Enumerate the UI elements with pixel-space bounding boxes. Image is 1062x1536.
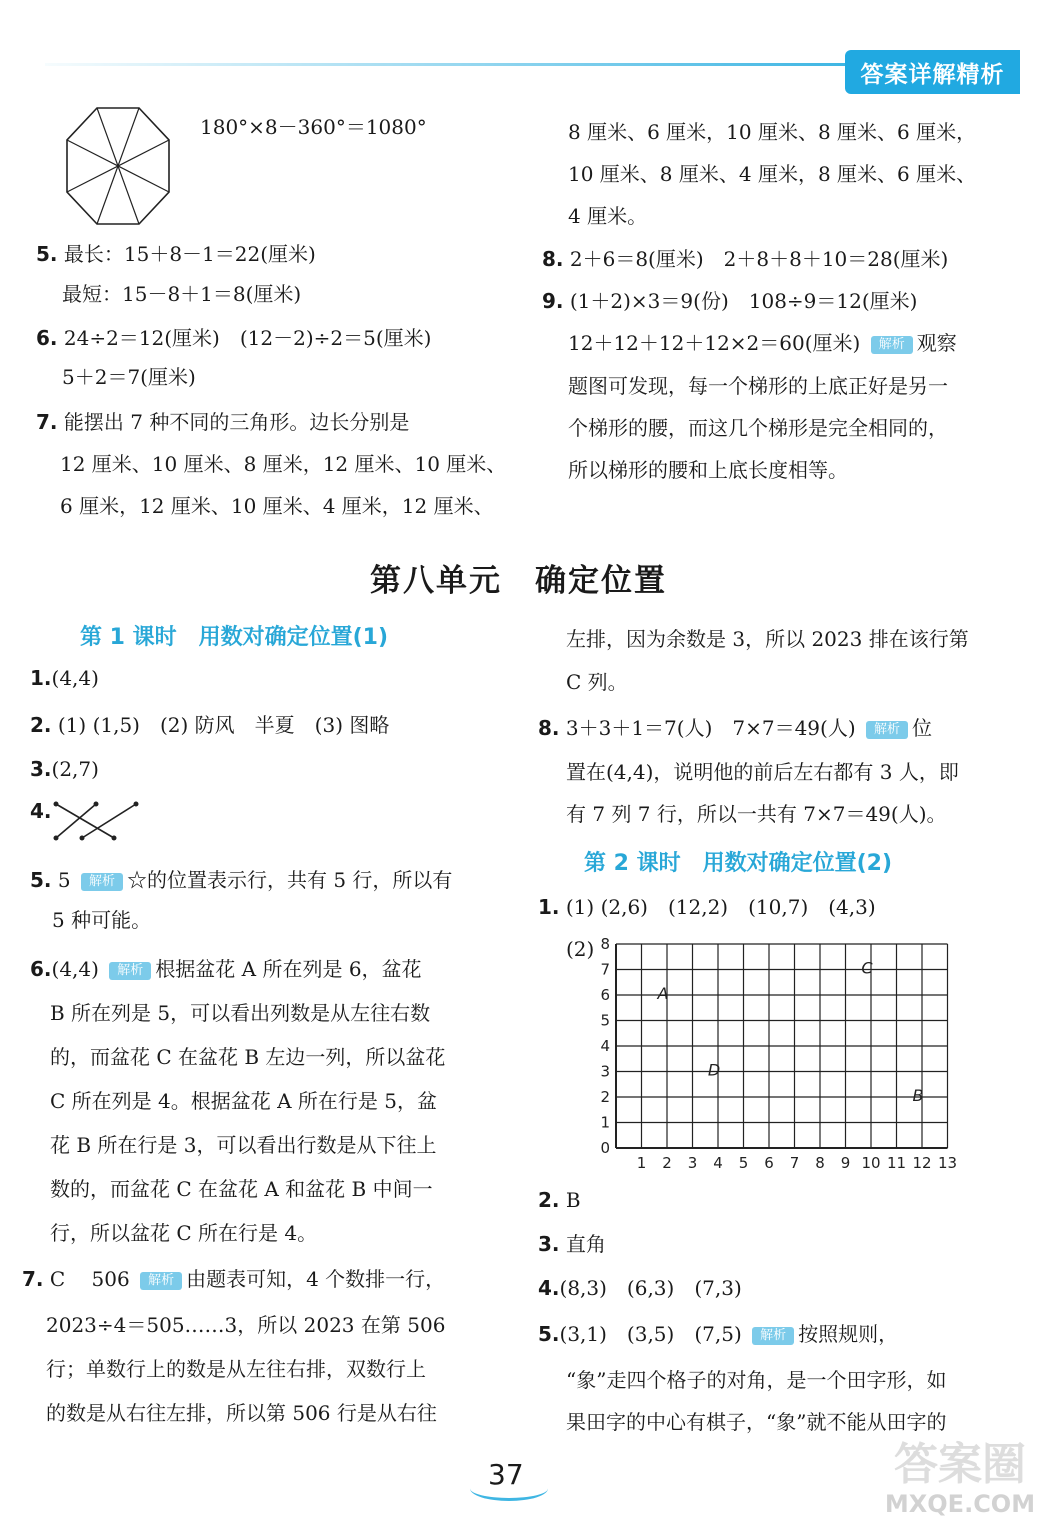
tr-line1: 8 厘米、6 厘米，10 厘米、8 厘米、6 厘米， (568, 120, 977, 144)
l1-q7-answer: C 506 (49, 1267, 130, 1291)
l2-q2-text: B (565, 1188, 581, 1212)
q9-text-1: (1＋2)×3＝9(份) 108÷9＝12(厘米) (569, 289, 918, 313)
l2-q3-text: 直角 (565, 1232, 606, 1256)
page-number: 37 (488, 1458, 524, 1491)
q7-text-2: 12 厘米、10 厘米、8 厘米，12 厘米、10 厘米、 (60, 452, 507, 476)
q6-text-1: 24÷2＝12(厘米) (12－2)÷2＝5(厘米) (63, 326, 432, 350)
l2-q3-line (538, 1230, 606, 1258)
l1-q2-number: 2. (30, 713, 52, 737)
header-tab: 答案详解精析 (845, 50, 1020, 94)
l2-q5-tail: 按照规则， (798, 1322, 899, 1346)
l1-q3-line (30, 755, 99, 783)
l1-q6-number: 6. (30, 957, 52, 981)
jiexi-tag: 解析 (871, 336, 913, 354)
x-tick-label: 2 (662, 1154, 672, 1172)
jiexi-tag: 解析 (140, 1272, 182, 1290)
l1-q7-text-5: 左排，因为余数是 3，所以 2023 排在该行第 (566, 627, 969, 651)
q9-number: 9. (542, 289, 564, 313)
l1-q6-text-4: C 所在列是 4。根据盆花 A 所在行是 5，盆 (50, 1089, 437, 1113)
grid-point-label: C (861, 958, 873, 978)
watermark-line1: 答案圈 (894, 1439, 1026, 1490)
l1-q4-number: 4. (30, 799, 52, 823)
l2-q1-number: 1. (538, 895, 560, 919)
q5-text-1: 最长：15＋8－1＝22(厘米) (63, 242, 316, 266)
grid-point-label: D (707, 1060, 721, 1080)
octagon-figure (62, 104, 174, 228)
l1-q6-line (30, 955, 422, 983)
l1-q5-text: ☆的位置表示行，共有 5 行，所以有 (126, 868, 453, 892)
l1-q7-text-4: 的数是从右往左排，所以第 506 行是从右往 (46, 1401, 437, 1425)
coordinate-grid (596, 934, 962, 1174)
l2-q5-answer: (3,1) (3,5) (7,5) (559, 1322, 742, 1346)
l1-q6-answer: (4,4) (51, 957, 99, 981)
l1-q1-line (30, 664, 99, 692)
l1-q7-text-3: 行；单数行上的数是从左往右排，双数行上 (46, 1357, 426, 1381)
y-tick-label: 7 (600, 960, 610, 979)
watermark-logo (880, 1440, 1040, 1526)
q5-text-2: 最短：15－8＋1＝8(厘米) (62, 282, 302, 306)
matching-lines-figure (52, 800, 142, 842)
x-tick-label: 4 (713, 1154, 723, 1172)
tr-line3: 4 厘米。 (568, 204, 648, 228)
q8-top-text: 2＋6＝8(厘米) 2＋8＋8＋10＝28(厘米) (569, 247, 949, 271)
l1-q3-text: (2,7) (51, 757, 99, 781)
q9-text-5: 所以梯形的腰和上底长度相等。 (568, 458, 848, 482)
l1-q8-line (538, 714, 932, 742)
l1-q7-text-1: 由题表可知，4 个数排一行， (186, 1267, 446, 1291)
l2-q5-text-3: 果田字的中心有棋子，“象”就不能从田字的 (566, 1410, 947, 1434)
l2-q4-text: (8,3) (6,3) (7,3) (559, 1276, 742, 1300)
l1-q5-line (30, 866, 452, 894)
q9-line1 (542, 287, 917, 315)
l1-q4-line (30, 797, 52, 825)
x-tick-label: 1 (636, 1154, 647, 1172)
x-tick-label: 11 (886, 1154, 907, 1172)
l2-q3-number: 3. (538, 1232, 560, 1256)
x-tick-label: 12 (912, 1154, 932, 1172)
l2-q5-number: 5. (538, 1322, 560, 1346)
q9-line2 (568, 329, 957, 357)
x-tick-label: 3 (687, 1154, 698, 1172)
l1-q8-text-2: 置在(4,4)，说明他的前后左右都有 3 人，即 (566, 760, 959, 784)
l1-q6-text-1: 根据盆花 A 所在列是 6，盆花 (155, 957, 422, 981)
lesson1-title: 第 1 课时 用数对确定位置(1) (80, 625, 389, 650)
l2-q4-line (538, 1274, 742, 1302)
y-tick-label: 4 (600, 1037, 610, 1055)
q8-top-number: 8. (542, 247, 564, 271)
page-number-swoosh (470, 1476, 548, 1501)
q7-number: 7. (36, 410, 58, 434)
l1-q6-text-5: 花 B 所在行是 3，可以看出行数是从下往上 (50, 1133, 437, 1157)
y-tick-label: 1 (600, 1113, 610, 1132)
l1-q2-line (30, 711, 389, 739)
q6-text-2: 5＋2＝7(厘米) (62, 365, 196, 389)
l1-q1-text: (4,4) (51, 666, 99, 690)
l1-q7-text-2: 2023÷4＝505……3，所以 2023 在第 506 (46, 1313, 446, 1337)
q7-text-3: 6 厘米，12 厘米、10 厘米、4 厘米，12 厘米、 (60, 494, 494, 518)
y-tick-label: 3 (600, 1062, 610, 1081)
jiexi-tag: 解析 (866, 721, 908, 739)
l1-q6-text-6: 数的，而盆花 C 在盆花 A 和盆花 B 中间一 (50, 1177, 433, 1201)
x-tick-label: 9 (840, 1154, 851, 1172)
l1-q8-text-3: 有 7 列 7 行，所以一共有 7×7＝49(人)。 (566, 802, 947, 826)
l1-q7-text-6: C 列。 (566, 670, 628, 694)
l1-q8-tail: 位 (912, 716, 933, 740)
section-title: 第八单元 确定位置 (370, 563, 667, 599)
q5-number: 5. (36, 242, 58, 266)
l2-q2-number: 2. (538, 1188, 560, 1212)
l2-q1-part2-label: (2) (566, 937, 595, 961)
jiexi-tag: 解析 (81, 873, 123, 891)
x-tick-label: 7 (789, 1154, 800, 1172)
l2-q1-text: (1) (2,6) (12,2) (10,7) (4,3) (565, 895, 876, 919)
l1-q8-number: 8. (538, 716, 560, 740)
l1-q2-text: (1) (1,5) (2) 防风 半夏 (3) 图略 (57, 713, 390, 737)
formula-text: 180°×8－360°＝1080° (200, 115, 427, 139)
q8-top-line (542, 245, 948, 273)
l1-q3-number: 3. (30, 757, 52, 781)
l2-q4-number: 4. (538, 1276, 560, 1300)
y-tick-label: 6 (600, 986, 610, 1004)
grid-point-label: B (912, 1086, 924, 1105)
y-tick-label: 5 (600, 1011, 610, 1030)
header-rule (45, 63, 845, 66)
x-tick-label: 10 (861, 1154, 881, 1172)
l1-q6-text-3: 的，而盆花 C 在盆花 B 左边一列，所以盆花 (50, 1045, 446, 1069)
jiexi-tag: 解析 (752, 1327, 794, 1345)
q9-text-2b: 观察 (916, 331, 957, 355)
q6-number: 6. (36, 326, 58, 350)
q5-line1 (36, 240, 316, 268)
l1-q8-answer: 3＋3＋1＝7(人) 7×7＝49(人) (565, 716, 856, 740)
jiexi-tag: 解析 (109, 962, 151, 980)
l1-q6-text-2: B 所在列是 5，可以看出列数是从左往右数 (50, 1001, 431, 1025)
watermark-line2: MXQE.COM (884, 1490, 1036, 1518)
q6-line1 (36, 324, 431, 352)
l2-q1-line (538, 893, 876, 921)
l1-q5-answer: 5 (57, 868, 71, 892)
y-tick-label: 0 (600, 1139, 610, 1157)
l1-q7-line (22, 1265, 445, 1293)
lesson2-title: 第 2 课时 用数对确定位置(2) (584, 851, 893, 876)
q7-text-1: 能摆出 7 种不同的三角形。边长分别是 (63, 410, 410, 434)
l1-q7-number: 7. (22, 1267, 44, 1291)
l2-q2-line (538, 1186, 581, 1214)
l1-q1-number: 1. (30, 666, 52, 690)
l2-q5-text-2: “象”走四个格子的对角，是一个田字形，如 (566, 1368, 947, 1392)
x-tick-label: 6 (764, 1154, 774, 1172)
x-tick-label: 5 (738, 1154, 749, 1172)
l2-q5-line (538, 1320, 898, 1348)
q9-text-4: 个梯形的腰，而这几个梯形是完全相同的， (568, 416, 948, 440)
y-tick-label: 2 (600, 1088, 610, 1106)
x-tick-label: 8 (815, 1154, 825, 1172)
q9-text-2: 12＋12＋12＋12×2＝60(厘米) (568, 331, 861, 355)
grid-point-label: A (657, 984, 669, 1003)
l1-q5-number: 5. (30, 868, 52, 892)
l1-q5-text-2: 5 种可能。 (52, 908, 152, 932)
y-tick-label: 8 (600, 935, 610, 953)
l1-q6-text-7: 行，所以盆花 C 所在行是 4。 (50, 1221, 318, 1245)
q9-text-3: 题图可发现，每一个梯形的上底正好是另一 (568, 374, 948, 398)
x-tick-label: 13 (937, 1154, 958, 1172)
q7-line1 (36, 408, 409, 436)
tr-line2: 10 厘米、8 厘米、4 厘米，8 厘米、6 厘米、 (568, 162, 977, 186)
